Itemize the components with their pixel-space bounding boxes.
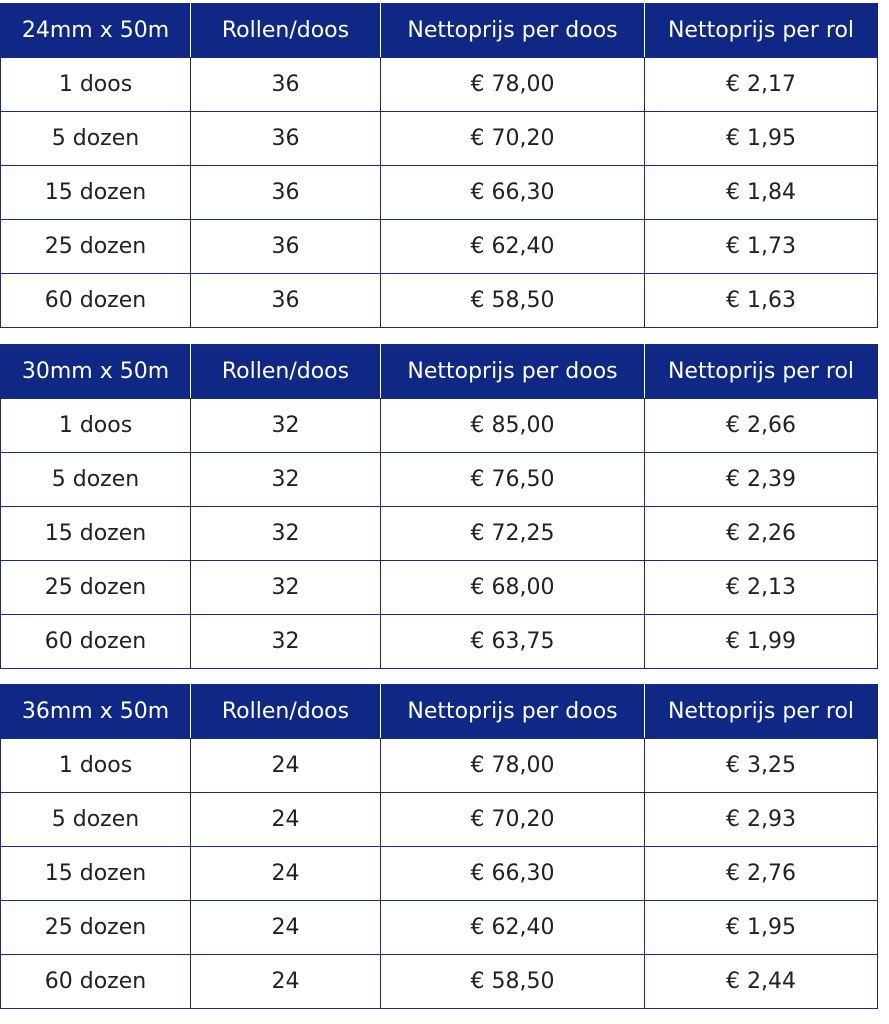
cell-quantity: 1 doos [1, 399, 191, 453]
cell-price-per-box: € 76,50 [381, 453, 645, 507]
cell-price-per-box: € 78,00 [381, 739, 645, 793]
table-row [1, 220, 878, 274]
cell-price-per-roll: € 2,13 [645, 561, 878, 615]
cell-price-per-box: € 58,50 [381, 274, 645, 328]
cell-quantity: 25 dozen [1, 901, 191, 955]
cell-rolls: 24 [191, 955, 381, 1009]
cell-quantity: 60 dozen [1, 955, 191, 1009]
cell-rolls: 32 [191, 453, 381, 507]
cell-rolls: 32 [191, 399, 381, 453]
table-row [1, 955, 878, 1009]
table-row [1, 507, 878, 561]
cell-quantity: 60 dozen [1, 615, 191, 669]
cell-price-per-box: € 70,20 [381, 112, 645, 166]
cell-quantity: 5 dozen [1, 793, 191, 847]
cell-price-per-roll: € 2,17 [645, 58, 878, 112]
header-net-price-per-box: Nettoprijs per doos [381, 4, 645, 58]
table-row [1, 274, 878, 328]
header-net-price-per-roll: Nettoprijs per rol [645, 4, 878, 58]
header-rolls-per-box: Rollen/doos [191, 4, 381, 58]
price-table-24mm [0, 3, 878, 328]
cell-rolls: 24 [191, 847, 381, 901]
table-row [1, 847, 878, 901]
header-net-price-per-box: Nettoprijs per doos [381, 685, 645, 739]
cell-price-per-box: € 66,30 [381, 166, 645, 220]
cell-rolls: 36 [191, 166, 381, 220]
cell-price-per-box: € 85,00 [381, 399, 645, 453]
table-row [1, 399, 878, 453]
table-row [1, 739, 878, 793]
cell-price-per-box: € 78,00 [381, 58, 645, 112]
price-table-30mm [0, 344, 878, 669]
table-header-row [1, 4, 878, 58]
cell-price-per-box: € 72,25 [381, 507, 645, 561]
header-size: 24mm x 50m [1, 4, 191, 58]
cell-price-per-roll: € 2,76 [645, 847, 878, 901]
cell-price-per-roll: € 2,26 [645, 507, 878, 561]
cell-price-per-roll: € 1,63 [645, 274, 878, 328]
table-header-row [1, 345, 878, 399]
cell-rolls: 36 [191, 58, 381, 112]
header-net-price-per-roll: Nettoprijs per rol [645, 345, 878, 399]
header-rolls-per-box: Rollen/doos [191, 685, 381, 739]
header-net-price-per-roll: Nettoprijs per rol [645, 685, 878, 739]
cell-quantity: 15 dozen [1, 847, 191, 901]
cell-price-per-roll: € 1,95 [645, 112, 878, 166]
cell-rolls: 36 [191, 112, 381, 166]
cell-rolls: 36 [191, 274, 381, 328]
cell-price-per-roll: € 2,44 [645, 955, 878, 1009]
cell-price-per-roll: € 2,66 [645, 399, 878, 453]
cell-quantity: 1 doos [1, 58, 191, 112]
cell-price-per-box: € 66,30 [381, 847, 645, 901]
cell-quantity: 15 dozen [1, 166, 191, 220]
cell-rolls: 36 [191, 220, 381, 274]
cell-price-per-box: € 63,75 [381, 615, 645, 669]
cell-rolls: 32 [191, 507, 381, 561]
table-row [1, 166, 878, 220]
cell-price-per-roll: € 1,84 [645, 166, 878, 220]
cell-price-per-box: € 68,00 [381, 561, 645, 615]
table-row [1, 453, 878, 507]
cell-price-per-roll: € 3,25 [645, 739, 878, 793]
cell-quantity: 15 dozen [1, 507, 191, 561]
price-table-36mm [0, 684, 878, 1009]
header-size: 30mm x 50m [1, 345, 191, 399]
cell-quantity: 5 dozen [1, 112, 191, 166]
cell-rolls: 24 [191, 739, 381, 793]
table-row [1, 793, 878, 847]
header-net-price-per-box: Nettoprijs per doos [381, 345, 645, 399]
cell-quantity: 5 dozen [1, 453, 191, 507]
cell-rolls: 24 [191, 793, 381, 847]
table-row [1, 615, 878, 669]
cell-price-per-roll: € 1,99 [645, 615, 878, 669]
cell-price-per-box: € 70,20 [381, 793, 645, 847]
cell-price-per-roll: € 1,95 [645, 901, 878, 955]
table-row [1, 561, 878, 615]
cell-rolls: 24 [191, 901, 381, 955]
cell-price-per-box: € 62,40 [381, 901, 645, 955]
cell-quantity: 25 dozen [1, 561, 191, 615]
header-rolls-per-box: Rollen/doos [191, 345, 381, 399]
cell-price-per-roll: € 2,39 [645, 453, 878, 507]
cell-quantity: 25 dozen [1, 220, 191, 274]
table-row [1, 112, 878, 166]
cell-rolls: 32 [191, 615, 381, 669]
cell-quantity: 60 dozen [1, 274, 191, 328]
cell-quantity: 1 doos [1, 739, 191, 793]
cell-price-per-box: € 62,40 [381, 220, 645, 274]
cell-price-per-roll: € 2,93 [645, 793, 878, 847]
table-header-row [1, 685, 878, 739]
cell-rolls: 32 [191, 561, 381, 615]
cell-price-per-roll: € 1,73 [645, 220, 878, 274]
cell-price-per-box: € 58,50 [381, 955, 645, 1009]
table-row [1, 58, 878, 112]
header-size: 36mm x 50m [1, 685, 191, 739]
table-row [1, 901, 878, 955]
